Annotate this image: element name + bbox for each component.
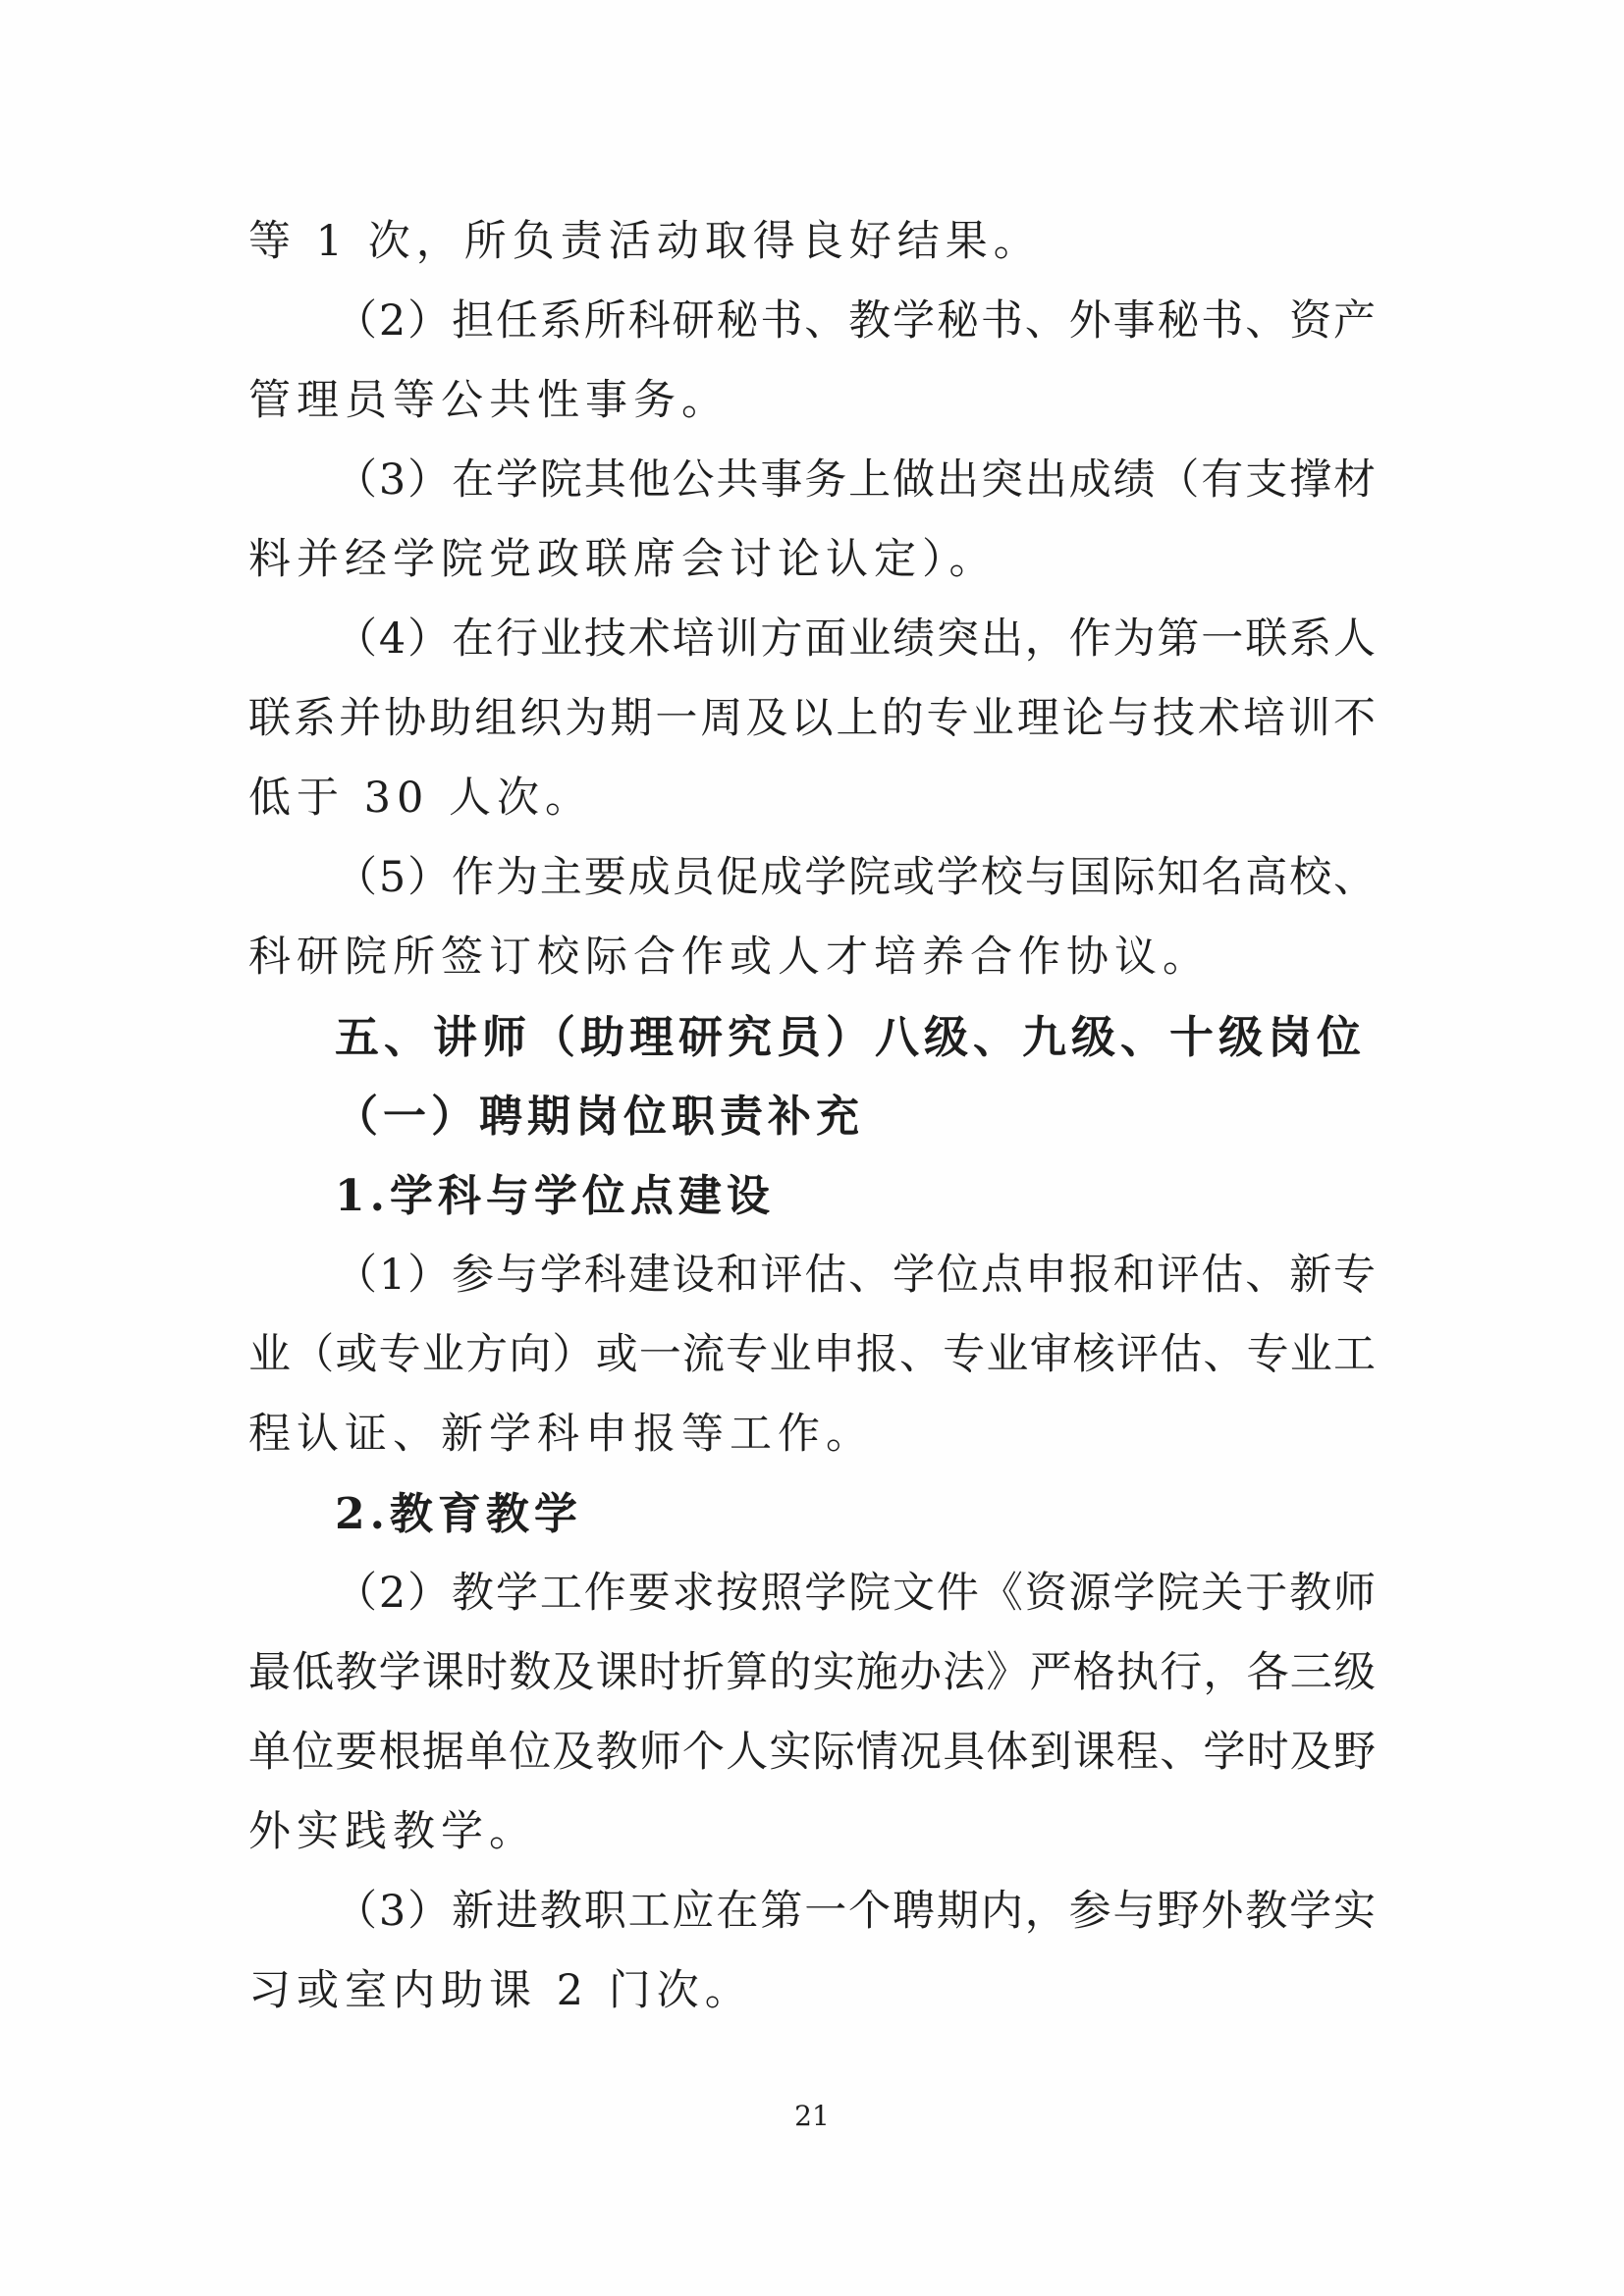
text-line: 外实践教学。 bbox=[248, 1807, 537, 1856]
text-line: 料并经学院党政联席会讨论认定）。 bbox=[248, 535, 998, 584]
text-line: （4）在行业技术培训方面业绩突出，作为第一联系人 bbox=[335, 614, 1376, 664]
text-line: 低于 30 人次。 bbox=[248, 774, 594, 823]
text-line: 单位要根据单位及教师个人实际情况具体到课程、学时及野 bbox=[248, 1728, 1376, 1777]
heading-line: 2.教育教学 bbox=[335, 1489, 582, 1539]
text-line: （3）新进教职工应在第一个聘期内，参与野外教学实 bbox=[335, 1887, 1376, 1936]
heading-line: 1.学科与学位点建设 bbox=[335, 1171, 775, 1221]
text-line: 业（或专业方向）或一流专业申报、专业审核评估、专业工 bbox=[248, 1330, 1376, 1379]
text-line: 程认证、新学科申报等工作。 bbox=[248, 1410, 874, 1459]
text-line: （2）教学工作要求按照学院文件《资源学院关于教师 bbox=[335, 1569, 1376, 1618]
heading-line: （一）聘期岗位职责补充 bbox=[335, 1092, 864, 1142]
heading-line: 五、讲师（助理研究员）八级、九级、十级岗位 bbox=[335, 1011, 1367, 1063]
text-line: 最低教学课时数及课时折算的实施办法》严格执行，各三级 bbox=[248, 1648, 1376, 1697]
text-line: 联系并协助组织为期一周及以上的专业理论与技术培训不 bbox=[248, 694, 1376, 743]
text-line: （3）在学院其他公共事务上做出突出成绩（有支撑材 bbox=[335, 455, 1376, 505]
text-block bbox=[248, 202, 1376, 2031]
text-line: （1）参与学科建设和评估、学位点申报和评估、新专 bbox=[335, 1251, 1376, 1300]
page-number: 21 bbox=[794, 2100, 830, 2132]
text-line: 科研院所签订校际合作或人才培养合作协议。 bbox=[248, 933, 1211, 982]
text-line: 习或室内助课 2 门次。 bbox=[248, 1966, 753, 2015]
text-line: 等 1 次，所负责活动取得良好结果。 bbox=[248, 217, 1042, 266]
text-line: 管理员等公共性事务。 bbox=[248, 376, 730, 425]
text-line: （5）作为主要成员促成学院或学校与国际知名高校、 bbox=[335, 853, 1376, 902]
text-line: （2）担任系所科研秘书、教学秘书、外事秘书、资产 bbox=[335, 296, 1376, 346]
